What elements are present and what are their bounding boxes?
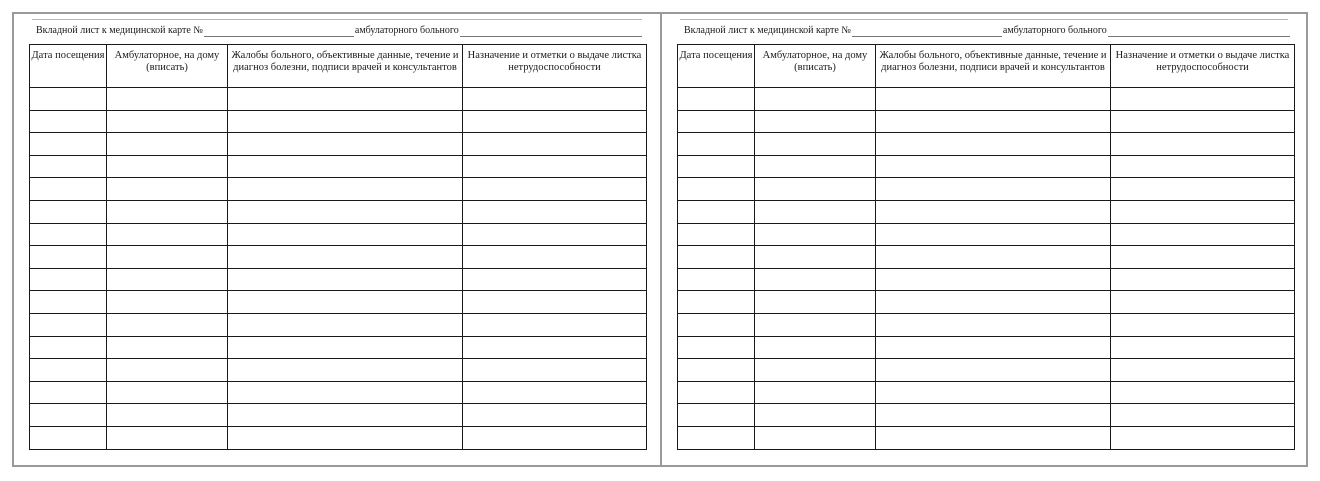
- visit-type-cell[interactable]: [107, 426, 228, 449]
- top-rule: [32, 19, 642, 20]
- prescriptions-cell[interactable]: [1111, 178, 1295, 201]
- table-row: [30, 223, 647, 246]
- complaints-cell[interactable]: [228, 223, 463, 246]
- visits-table: [677, 44, 1295, 450]
- column-header-complaints: Жалобы больного, объективные данные, течение и диагноз болезни, подписи врачей и консультантов: [876, 45, 1111, 88]
- prescriptions-cell[interactable]: [463, 313, 647, 336]
- visit-type-cell[interactable]: [755, 88, 876, 111]
- complaints-cell[interactable]: [876, 336, 1111, 359]
- date-cell[interactable]: [678, 178, 755, 201]
- date-cell[interactable]: [678, 336, 755, 359]
- date-cell[interactable]: [678, 88, 755, 111]
- visit-type-cell[interactable]: [107, 404, 228, 427]
- date-cell[interactable]: [30, 133, 107, 156]
- prescriptions-cell[interactable]: [1111, 359, 1295, 382]
- date-cell[interactable]: [30, 381, 107, 404]
- table-row: [30, 133, 647, 156]
- table-row: [30, 359, 647, 382]
- visit-type-cell[interactable]: [755, 291, 876, 314]
- top-rule: [680, 19, 1288, 20]
- table-row: [678, 246, 1295, 269]
- visit-type-cell[interactable]: [107, 155, 228, 178]
- date-cell[interactable]: [30, 178, 107, 201]
- table-row: [678, 313, 1295, 336]
- visit-type-cell[interactable]: [755, 155, 876, 178]
- prescriptions-cell[interactable]: [463, 381, 647, 404]
- table-row: [30, 88, 647, 111]
- date-cell[interactable]: [678, 110, 755, 133]
- prescriptions-cell[interactable]: [463, 178, 647, 201]
- prescriptions-cell[interactable]: [1111, 223, 1295, 246]
- complaints-cell[interactable]: [228, 200, 463, 223]
- header-prefix: Вкладной лист к медицинской карте №: [36, 25, 203, 36]
- table-row: [30, 426, 647, 449]
- date-cell[interactable]: [678, 200, 755, 223]
- prescriptions-cell[interactable]: [1111, 155, 1295, 178]
- visit-type-cell[interactable]: [755, 381, 876, 404]
- complaints-cell[interactable]: [228, 178, 463, 201]
- complaints-cell[interactable]: [228, 133, 463, 156]
- complaints-cell[interactable]: [876, 359, 1111, 382]
- prescriptions-cell[interactable]: [1111, 200, 1295, 223]
- column-header-prescriptions: Назначение и отметки о выдаче листка нетрудоспособности: [1111, 45, 1295, 88]
- visit-type-cell[interactable]: [755, 268, 876, 291]
- prescriptions-cell[interactable]: [1111, 246, 1295, 269]
- date-cell[interactable]: [678, 404, 755, 427]
- table-header-row: [678, 45, 1295, 88]
- date-cell[interactable]: [30, 404, 107, 427]
- column-header-date: Дата посещения: [30, 45, 107, 88]
- table-header-row: [30, 45, 647, 88]
- prescriptions-cell[interactable]: [1111, 426, 1295, 449]
- table-row: [678, 336, 1295, 359]
- prescriptions-cell[interactable]: [1111, 291, 1295, 314]
- insert-sheet-right: [660, 12, 1308, 467]
- visit-type-cell[interactable]: [107, 268, 228, 291]
- prescriptions-cell[interactable]: [463, 110, 647, 133]
- date-cell[interactable]: [30, 155, 107, 178]
- table-row: [678, 178, 1295, 201]
- date-cell[interactable]: [678, 223, 755, 246]
- table-row: [678, 133, 1295, 156]
- date-cell[interactable]: [30, 268, 107, 291]
- table-row: [678, 110, 1295, 133]
- complaints-cell[interactable]: [876, 110, 1111, 133]
- complaints-cell[interactable]: [228, 88, 463, 111]
- column-header-complaints: Жалобы больного, объективные данные, течение и диагноз болезни, подписи врачей и консультантов: [228, 45, 463, 88]
- complaints-cell[interactable]: [876, 223, 1111, 246]
- patient-name-field[interactable]: [1108, 25, 1290, 37]
- sheet-header: [684, 21, 1290, 37]
- table-row: [678, 268, 1295, 291]
- date-cell[interactable]: [678, 426, 755, 449]
- date-cell[interactable]: [678, 246, 755, 269]
- prescriptions-cell[interactable]: [1111, 404, 1295, 427]
- visit-type-cell[interactable]: [755, 110, 876, 133]
- date-cell[interactable]: [678, 359, 755, 382]
- complaints-cell[interactable]: [228, 381, 463, 404]
- prescriptions-cell[interactable]: [463, 200, 647, 223]
- visit-type-cell[interactable]: [755, 359, 876, 382]
- table-row: [30, 155, 647, 178]
- prescriptions-cell[interactable]: [463, 404, 647, 427]
- visit-type-cell[interactable]: [107, 200, 228, 223]
- table-row: [678, 291, 1295, 314]
- prescriptions-cell[interactable]: [1111, 88, 1295, 111]
- table-row: [678, 223, 1295, 246]
- prescriptions-cell[interactable]: [1111, 313, 1295, 336]
- card-number-field[interactable]: [204, 25, 354, 37]
- table-row: [678, 155, 1295, 178]
- complaints-cell[interactable]: [876, 246, 1111, 269]
- prescriptions-cell[interactable]: [1111, 268, 1295, 291]
- table-row: [30, 313, 647, 336]
- table-body: [678, 88, 1295, 450]
- table-row: [30, 291, 647, 314]
- prescriptions-cell[interactable]: [1111, 110, 1295, 133]
- complaints-cell[interactable]: [876, 381, 1111, 404]
- complaints-cell[interactable]: [228, 268, 463, 291]
- date-cell[interactable]: [30, 359, 107, 382]
- table-row: [678, 88, 1295, 111]
- complaints-cell[interactable]: [228, 359, 463, 382]
- table-row: [30, 246, 647, 269]
- prescriptions-cell[interactable]: [463, 155, 647, 178]
- table-body: [30, 88, 647, 450]
- date-cell[interactable]: [678, 133, 755, 156]
- date-cell[interactable]: [678, 155, 755, 178]
- table-row: [30, 178, 647, 201]
- visit-type-cell[interactable]: [107, 381, 228, 404]
- prescriptions-cell[interactable]: [463, 223, 647, 246]
- visit-type-cell[interactable]: [107, 178, 228, 201]
- prescriptions-cell[interactable]: [463, 268, 647, 291]
- visit-type-cell[interactable]: [755, 313, 876, 336]
- date-cell[interactable]: [30, 223, 107, 246]
- prescriptions-cell[interactable]: [463, 426, 647, 449]
- prescriptions-cell[interactable]: [1111, 133, 1295, 156]
- table-row: [678, 200, 1295, 223]
- visit-type-cell[interactable]: [107, 110, 228, 133]
- visit-type-cell[interactable]: [107, 223, 228, 246]
- visit-type-cell[interactable]: [107, 133, 228, 156]
- complaints-cell[interactable]: [228, 404, 463, 427]
- table-row: [678, 359, 1295, 382]
- card-number-field[interactable]: [852, 25, 1002, 37]
- prescriptions-cell[interactable]: [463, 359, 647, 382]
- complaints-cell[interactable]: [876, 88, 1111, 111]
- visit-type-cell[interactable]: [755, 223, 876, 246]
- column-header-visit-type: Амбулаторное, на дому (вписать): [755, 45, 876, 88]
- visit-type-cell[interactable]: [755, 178, 876, 201]
- date-cell[interactable]: [678, 381, 755, 404]
- table-row: [30, 200, 647, 223]
- visit-type-cell[interactable]: [755, 404, 876, 427]
- complaints-cell[interactable]: [876, 268, 1111, 291]
- date-cell[interactable]: [30, 110, 107, 133]
- column-header-prescriptions: Назначение и отметки о выдаче листка нетрудоспособности: [463, 45, 647, 88]
- visit-type-cell[interactable]: [107, 246, 228, 269]
- table-row: [30, 268, 647, 291]
- complaints-cell[interactable]: [228, 155, 463, 178]
- date-cell[interactable]: [30, 291, 107, 314]
- date-cell[interactable]: [30, 246, 107, 269]
- date-cell[interactable]: [678, 268, 755, 291]
- visits-table: [29, 44, 647, 450]
- prescriptions-cell[interactable]: [1111, 336, 1295, 359]
- date-cell[interactable]: [30, 88, 107, 111]
- complaints-cell[interactable]: [228, 336, 463, 359]
- complaints-cell[interactable]: [228, 313, 463, 336]
- visit-type-cell[interactable]: [755, 426, 876, 449]
- header-middle: амбулаторного больного: [354, 25, 459, 36]
- date-cell[interactable]: [30, 426, 107, 449]
- complaints-cell[interactable]: [876, 200, 1111, 223]
- visit-type-cell[interactable]: [755, 336, 876, 359]
- complaints-cell[interactable]: [876, 291, 1111, 314]
- insert-sheet-left: [12, 12, 660, 467]
- prescriptions-cell[interactable]: [463, 291, 647, 314]
- complaints-cell[interactable]: [228, 110, 463, 133]
- column-header-date: Дата посещения: [678, 45, 755, 88]
- complaints-cell[interactable]: [228, 426, 463, 449]
- visit-type-cell[interactable]: [107, 336, 228, 359]
- complaints-cell[interactable]: [876, 155, 1111, 178]
- complaints-cell[interactable]: [876, 426, 1111, 449]
- prescriptions-cell[interactable]: [1111, 381, 1295, 404]
- header-prefix: Вкладной лист к медицинской карте №: [684, 25, 851, 36]
- prescriptions-cell[interactable]: [463, 88, 647, 111]
- complaints-cell[interactable]: [228, 291, 463, 314]
- sheet-header: [36, 21, 642, 37]
- complaints-cell[interactable]: [876, 133, 1111, 156]
- table-row: [678, 381, 1295, 404]
- date-cell[interactable]: [30, 313, 107, 336]
- visit-type-cell[interactable]: [107, 359, 228, 382]
- prescriptions-cell[interactable]: [463, 133, 647, 156]
- table-row: [30, 404, 647, 427]
- visit-type-cell[interactable]: [107, 88, 228, 111]
- date-cell[interactable]: [30, 336, 107, 359]
- prescriptions-cell[interactable]: [463, 336, 647, 359]
- column-header-visit-type: Амбулаторное, на дому (вписать): [107, 45, 228, 88]
- visit-type-cell[interactable]: [755, 133, 876, 156]
- date-cell[interactable]: [678, 291, 755, 314]
- prescriptions-cell[interactable]: [463, 246, 647, 269]
- complaints-cell[interactable]: [876, 404, 1111, 427]
- header-middle: амбулаторного больного: [1002, 25, 1107, 36]
- visit-type-cell[interactable]: [107, 313, 228, 336]
- table-row: [30, 110, 647, 133]
- visit-type-cell[interactable]: [755, 246, 876, 269]
- complaints-cell[interactable]: [228, 246, 463, 269]
- visit-type-cell[interactable]: [107, 291, 228, 314]
- date-cell[interactable]: [678, 313, 755, 336]
- complaints-cell[interactable]: [876, 313, 1111, 336]
- table-row: [678, 426, 1295, 449]
- table-row: [678, 404, 1295, 427]
- patient-name-field[interactable]: [460, 25, 642, 37]
- table-row: [30, 336, 647, 359]
- complaints-cell[interactable]: [876, 178, 1111, 201]
- date-cell[interactable]: [30, 200, 107, 223]
- table-row: [30, 381, 647, 404]
- visit-type-cell[interactable]: [755, 200, 876, 223]
